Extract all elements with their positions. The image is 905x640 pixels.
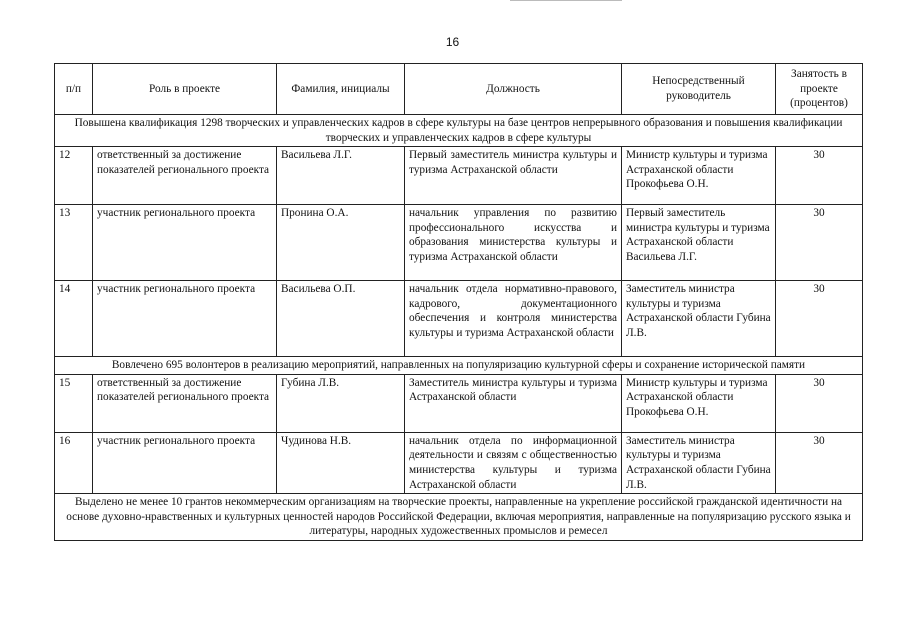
row-name: Пронина О.А.: [277, 205, 405, 281]
header-name: Фамилия, инициалы: [277, 64, 405, 115]
section-row: [55, 357, 863, 375]
header-position: Должность: [405, 64, 622, 115]
row-load: 30: [776, 281, 863, 357]
section-title: Выделено не менее 10 грантов некоммерческим организациям на творческие проекты, направленные на укрепление российской гражданской идентичности на основе духовно-нравственных и культурных ценностей народов Российской Федерации, включая мероприятия, направленные на популяризацию русского языка и литературы, народных художественных промыслов и ремесел: [55, 494, 863, 541]
row-name: Чудинова Н.В.: [277, 432, 405, 493]
scan-artifact-mark: [510, 0, 622, 3]
row-load: 30: [776, 374, 863, 432]
row-manager: Заместитель министра культуры и туризма Астраханской области Губина Л.В.: [622, 432, 776, 493]
row-load: 30: [776, 432, 863, 493]
table-row: [55, 205, 863, 281]
row-load: 30: [776, 205, 863, 281]
row-manager: Заместитель министра культуры и туризма Астраханской области Губина Л.В.: [622, 281, 776, 357]
row-num: 13: [55, 205, 93, 281]
row-position: начальник отдела нормативно-правового, кадрового, документационного обеспечения и контроля министерства культуры и туризма Астраханской области: [405, 281, 622, 357]
header-num: п/п: [55, 64, 93, 115]
table-row: [55, 374, 863, 432]
header-manager: Непосредственный руководитель: [622, 64, 776, 115]
row-num: 15: [55, 374, 93, 432]
row-manager: Первый заместитель министра культуры и туризма Астраханской области Васильева Л.Г.: [622, 205, 776, 281]
row-role: участник регионального проекта: [93, 205, 277, 281]
row-num: 14: [55, 281, 93, 357]
row-position: Первый заместитель министра культуры и туризма Астраханской области: [405, 147, 622, 205]
section-row: [55, 115, 863, 147]
row-role: ответственный за достижение показателей регионального проекта: [93, 374, 277, 432]
project-roles-table: [54, 63, 863, 541]
row-name: Васильева О.П.: [277, 281, 405, 357]
table-row: [55, 281, 863, 357]
header-load: Занятость в проекте (процентов): [776, 64, 863, 115]
table-header-row: [55, 64, 863, 115]
row-position: начальник отдела по информационной деятельности и связям с общественностью министерства культуры и туризма Астраханской области: [405, 432, 622, 493]
row-role: ответственный за достижение показателей регионального проекта: [93, 147, 277, 205]
row-num: 16: [55, 432, 93, 493]
row-role: участник регионального проекта: [93, 281, 277, 357]
row-name: Губина Л.В.: [277, 374, 405, 432]
row-load: 30: [776, 147, 863, 205]
row-name: Васильева Л.Г.: [277, 147, 405, 205]
section-title: Вовлечено 695 волонтеров в реализацию мероприятий, направленных на популяризацию культурной сферы и сохранение исторической памяти: [55, 357, 863, 375]
row-manager: Министр культуры и туризма Астраханской области Прокофьева О.Н.: [622, 374, 776, 432]
section-title: Повышена квалификация 1298 творческих и управленческих кадров в сфере культуры на базе центров непрерывного образования и повышения квалификации творческих и управленческих кадров в сфере культуры: [55, 115, 863, 147]
table-row: [55, 147, 863, 205]
row-role: участник регионального проекта: [93, 432, 277, 493]
row-manager: Министр культуры и туризма Астраханской области Прокофьева О.Н.: [622, 147, 776, 205]
section-row: [55, 494, 863, 541]
row-num: 12: [55, 147, 93, 205]
row-position: Заместитель министра культуры и туризма Астраханской области: [405, 374, 622, 432]
row-position: начальник управления по развитию профессионального искусства и образования министерства культуры и туризма Астраханской области: [405, 205, 622, 281]
page-number: 16: [445, 35, 460, 49]
header-role: Роль в проекте: [93, 64, 277, 115]
table-row: [55, 432, 863, 493]
